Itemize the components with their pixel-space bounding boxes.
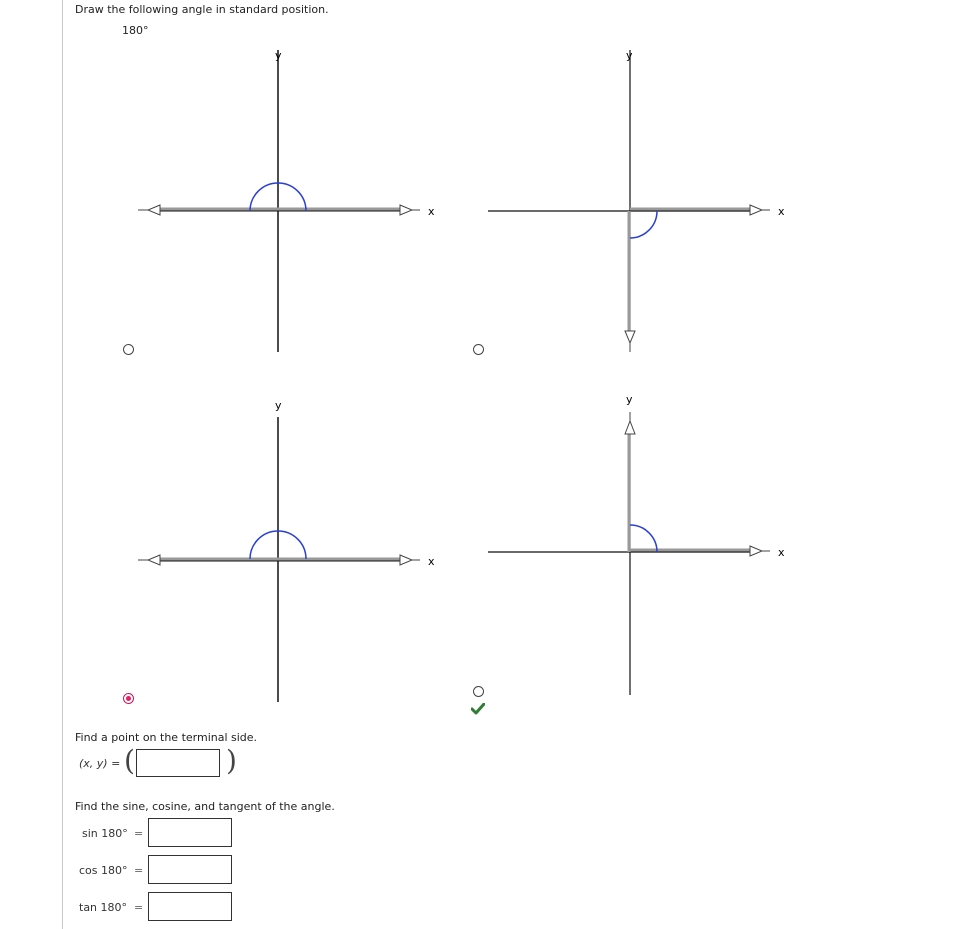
x-label: x <box>778 205 785 218</box>
y-label: y <box>275 49 282 62</box>
terminal-point-label: (x, y) = <box>79 757 121 770</box>
tan-input[interactable] <box>149 893 231 920</box>
x-label: x <box>428 205 435 218</box>
x-arrow <box>400 555 412 565</box>
y-label: y <box>626 49 633 62</box>
graph-option-d[interactable] <box>480 390 790 700</box>
terminal-arrow <box>148 205 160 215</box>
cos-label: cos 180° <box>79 864 128 877</box>
open-paren: ( <box>124 744 135 777</box>
terminal-point-prompt: Find a point on the terminal side. <box>75 731 258 744</box>
y-label: y <box>275 399 282 412</box>
radio-option-d[interactable] <box>473 686 484 697</box>
x-label: x <box>428 555 435 568</box>
close-paren: ) <box>226 744 237 777</box>
terminal-point-field[interactable] <box>136 749 220 777</box>
tan-label: tan 180° <box>79 901 128 914</box>
sin-input[interactable] <box>149 819 231 846</box>
tan-field[interactable] <box>148 892 232 921</box>
sin-equals: = <box>134 827 144 840</box>
question-prompt: Draw the following angle in standard position. <box>75 3 329 16</box>
angle-value: 180° <box>122 24 149 37</box>
sin-field[interactable] <box>148 818 232 847</box>
graph-option-a[interactable] <box>130 45 440 360</box>
graph-option-c[interactable] <box>130 395 440 710</box>
radio-option-c[interactable] <box>123 693 134 704</box>
terminal-arrow <box>625 331 635 343</box>
correct-check-icon <box>471 703 485 715</box>
tan-equals: = <box>134 901 144 914</box>
trig-prompt: Find the sine, cosine, and tangent of the angle. <box>75 800 335 813</box>
x-arrow <box>400 205 412 215</box>
terminal-arrow <box>148 555 160 565</box>
angle-arc <box>630 211 657 238</box>
sin-label: sin 180° <box>82 827 128 840</box>
terminal-point-input[interactable] <box>137 750 219 776</box>
cos-field[interactable] <box>148 855 232 884</box>
y-label: y <box>626 393 633 406</box>
x-label: x <box>778 546 785 559</box>
graph-option-b[interactable] <box>480 45 790 360</box>
x-arrow <box>750 205 762 215</box>
radio-option-a[interactable] <box>123 344 134 355</box>
cos-input[interactable] <box>149 856 231 883</box>
angle-arc <box>630 525 657 552</box>
terminal-arrow <box>625 421 635 434</box>
x-arrow <box>750 546 762 556</box>
cos-equals: = <box>134 864 144 877</box>
radio-option-b[interactable] <box>473 344 484 355</box>
left-margin-rule <box>62 0 63 929</box>
